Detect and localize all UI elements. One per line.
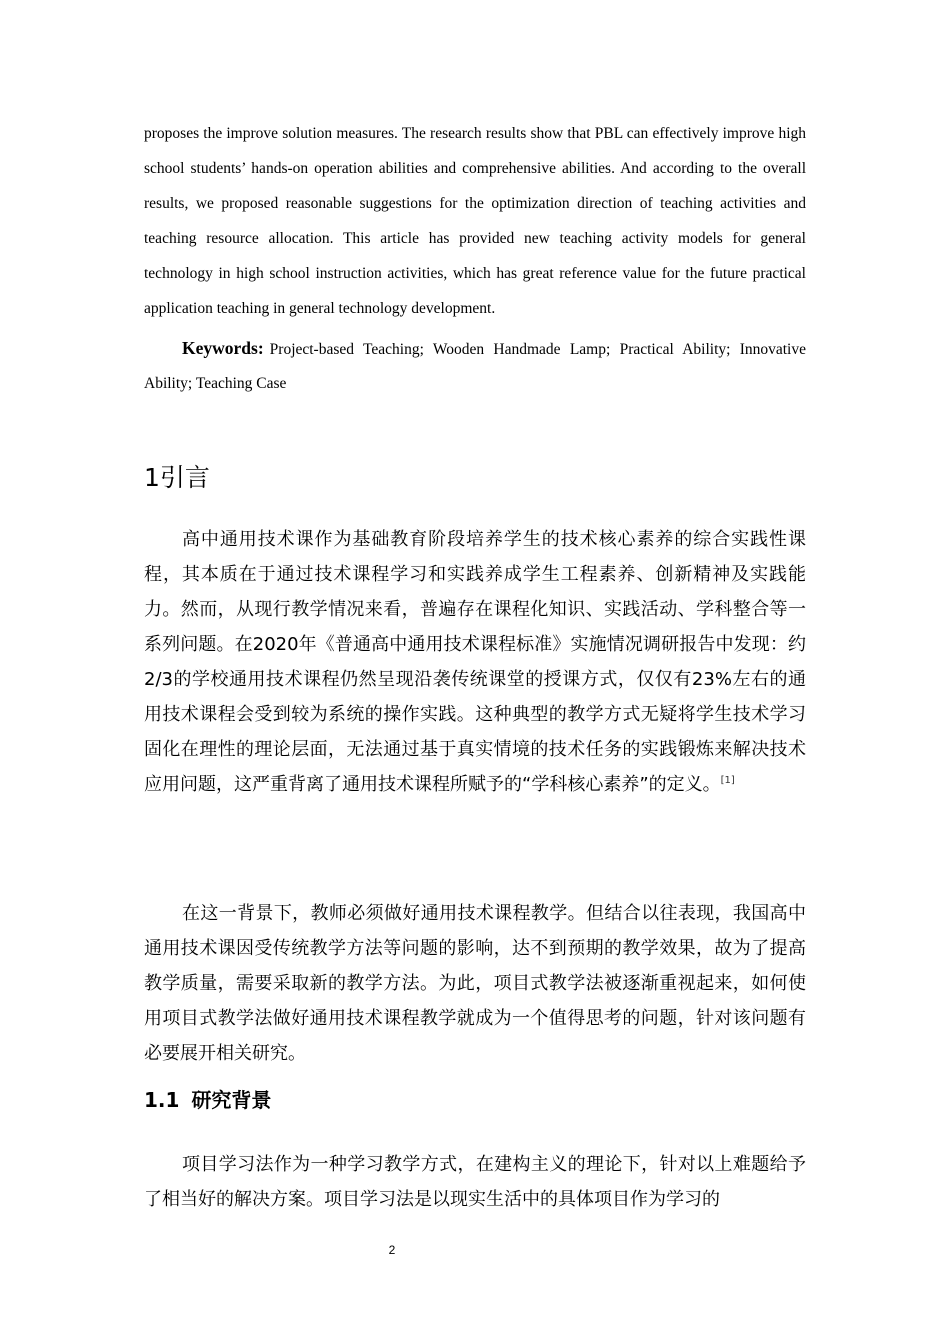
intro-paragraph-1-text: 高中通用技术课作为基础教育阶段培养学生的技术核心素养的综合实践性课程，其本质在于通过技术课程学习和实践养成学生工程素养、创新精神及实践能力。然而，从现行教学情况来看，普遍存在课程化知识、实践活动、学科整合等一系列问题。在2020年《普通高中通用技术课程标准》实施情况调研报告中发现：约2/3的学校通用技术课程仍然呈现沿袭传统课堂的授课方式，仅仅有23%左右的通用技术课程会受到较为系统的操作实践。这种典型的教学方式无疑将学生技术学习固化在理性的理论层面，无法通过基于真实情境的技术任务的实践锻炼来解决技术应用问题，这严重背离了通用技术课程所赋予的“学科核心素养”的定义。 — [144, 529, 806, 795]
subsection-number: 1.1 — [144, 1088, 180, 1112]
citation-marker[interactable]: [1] — [720, 775, 735, 786]
keywords-label: Keywords: — [182, 338, 264, 358]
keywords-paragraph — [144, 331, 806, 401]
keywords-list: Project-based Teaching; Wooden Handmade Lamp; Practical Ability; Innovative Ability; Teaching Case — [144, 341, 806, 392]
section-heading-introduction: 1引言 — [144, 463, 210, 492]
intro-paragraph-2: 在这一背景下，教师必须做好通用技术课程教学。但结合以往表现，我国高中通用技术课因受传统教学方法等问题的影响，达不到预期的教学效果，故为了提高教学质量，需要采取新的教学方法。为此，项目式教学法被逐渐重视起来，如何使用项目式教学法做好通用技术课程教学就成为一个值得思考的问题，针对该问题有必要展开相关研究。 — [144, 903, 806, 1064]
subsection-heading-research-background — [144, 1082, 271, 1118]
english-abstract-text: proposes the improve solution measures. The research results show that PBL can effectively improve high school students’ hands-on operation abilities and comprehensive abilities. And according to the overall results, we proposed reasonable suggestions for the optimization direction of teaching activities and teaching resource allocation. This article has provided new teaching activity models for general technology in high school instruction activities, which has great reference value for the future practical application teaching in general technology development. — [144, 125, 806, 317]
intro-paragraph-1 — [144, 522, 806, 802]
subsection-title: 研究背景 — [191, 1088, 272, 1112]
background-paragraph-1: 项目学习法作为一种学习教学方式，在建构主义的理论下，针对以上难题给予了相当好的解决方案。项目学习法是以现实生活中的具体项目作为学习的 — [144, 1154, 806, 1210]
page-number: 2 — [388, 1243, 396, 1257]
